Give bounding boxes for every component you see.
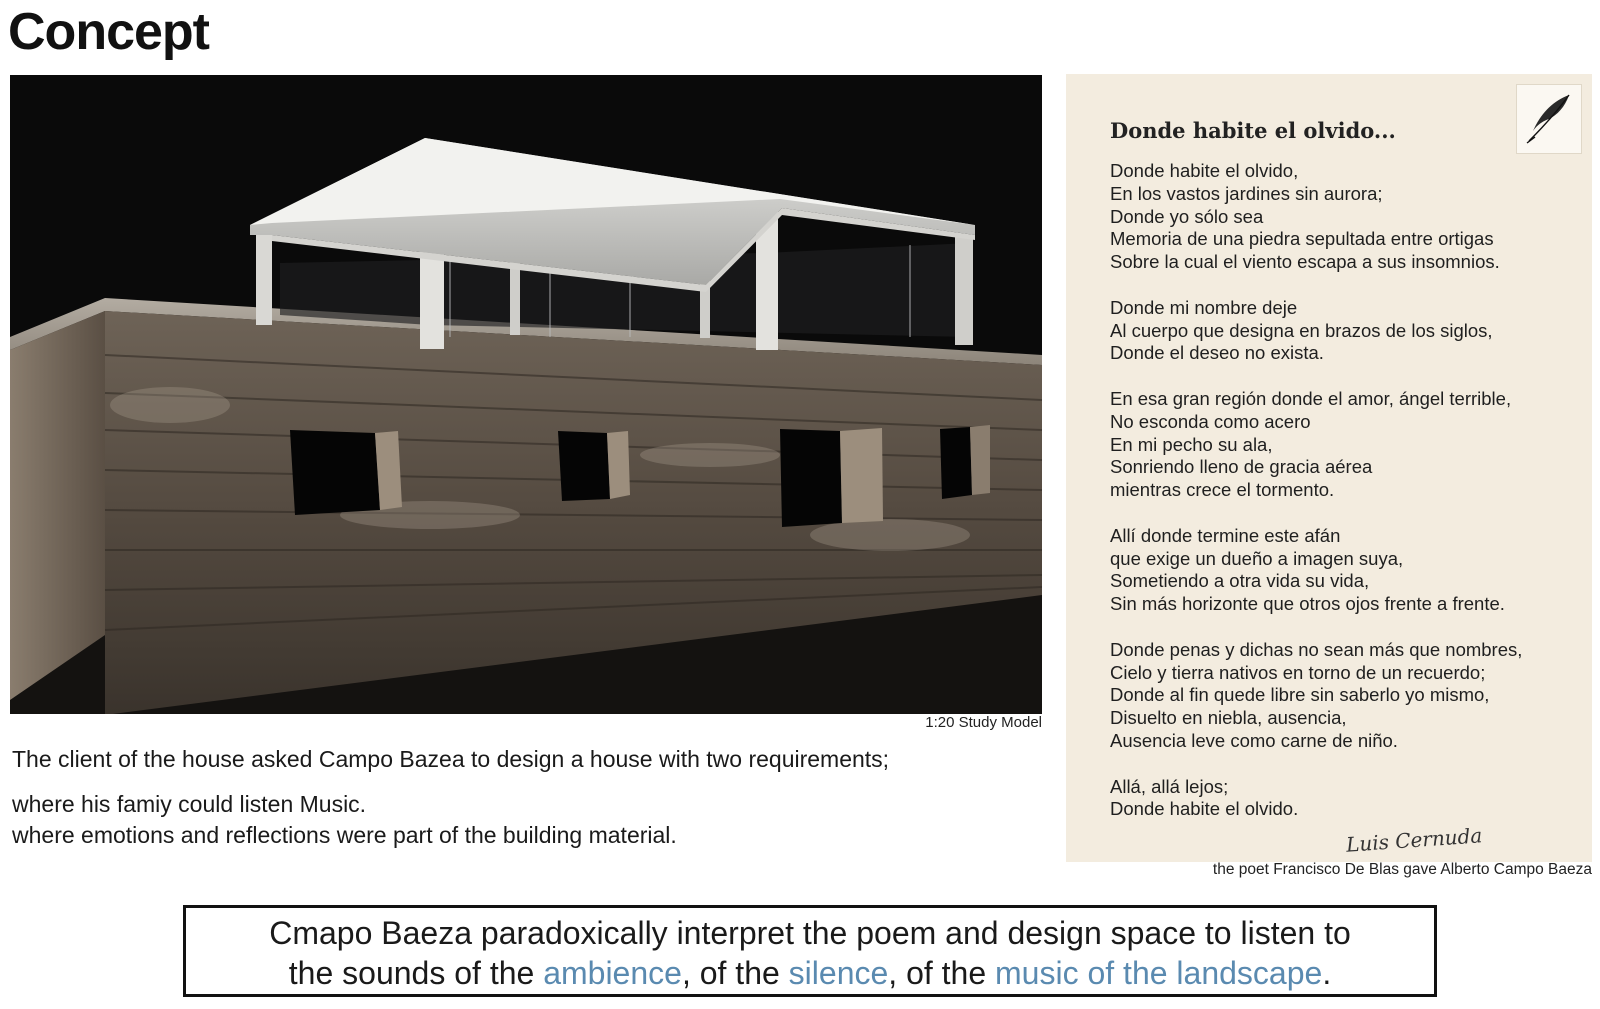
poem-line: Sin más horizonte que otros ojos frente a frente.: [1110, 593, 1505, 615]
study-model-photo: [10, 75, 1042, 714]
page-title: Concept: [8, 3, 209, 61]
poem-line: No esconda como acero: [1110, 410, 1311, 432]
poem-line: Donde habite el olvido,: [1110, 160, 1299, 181]
poem-line: Allí donde termine este afán: [1110, 524, 1341, 546]
poem-line: Disuelto en niebla, ausencia,: [1110, 707, 1347, 729]
poem-title: Donde habite el olvido...: [1110, 118, 1396, 143]
poem-line: Sobre la cual el viento escapa a sus insomnios.: [1110, 251, 1500, 273]
poem-stanza-3: [1110, 388, 1522, 502]
poem-body: [1110, 160, 1522, 844]
description-line-2: where his famiy could listen Music.: [12, 791, 367, 817]
poem-line: Donde yo sólo sea: [1110, 205, 1264, 227]
poem-stanza-2: [1110, 297, 1522, 365]
quote-text: .: [1322, 955, 1332, 991]
feather-quill-icon: [1516, 84, 1582, 154]
photo-caption: 1:20 Study Model: [925, 714, 1042, 731]
poem-line: Ausencia leve como carne de niño.: [1110, 729, 1398, 751]
highlight-ambience: ambience: [543, 955, 682, 991]
poem-line: Sometiendo a otra vida su vida,: [1110, 570, 1370, 592]
poem-stanza-4: [1110, 525, 1522, 616]
poem-stanza-5: [1110, 639, 1522, 753]
quote-text: the sounds of the: [288, 955, 544, 991]
poem-line: Cielo y tierra nativos en torno de un recuerdo;: [1110, 661, 1486, 683]
poem-line: Donde mi nombre deje: [1110, 296, 1298, 318]
poem-line: que exige un dueño a imagen suya,: [1110, 547, 1404, 569]
poem-line: Donde al fin quede libre sin saberlo yo mismo,: [1110, 684, 1490, 706]
poem-card: [1066, 74, 1592, 862]
poem-line: Memoria de una piedra sepultada entre ortigas: [1110, 228, 1494, 250]
concept-quote-box: [183, 905, 1437, 997]
poem-stanza-6: [1110, 776, 1522, 822]
poem-line: Sonriendo lleno de gracia aérea: [1110, 456, 1373, 478]
poem-line: En los vastos jardines sin aurora;: [1110, 182, 1383, 204]
poem-stanza-1: [1110, 160, 1522, 274]
poem-credit: the poet Francisco De Blas gave Alberto Campo Baeza: [1212, 861, 1592, 878]
description-line-1: The client of the house asked Campo Bazea to design a house with two requirements;: [12, 746, 890, 772]
poem-line: Donde el deseo no exista.: [1110, 342, 1324, 364]
quote-text: , of the: [888, 955, 996, 991]
quote-text: , of the: [681, 955, 789, 991]
poem-line: Al cuerpo que designa en brazos de los siglos,: [1110, 319, 1493, 341]
poem-line: En esa gran región donde el amor, ángel terrible,: [1110, 387, 1512, 409]
description-line-3: where emotions and reflections were part of the building material.: [12, 822, 677, 848]
poet-signature: Luis Cernuda: [1345, 823, 1484, 857]
quote-line-2: [186, 953, 1434, 993]
poem-line: Allá, allá lejos;: [1110, 775, 1229, 797]
poem-line: En mi pecho su ala,: [1110, 433, 1273, 455]
poem-line: mientras crece el tormento.: [1110, 479, 1335, 501]
poem-line: Donde penas y dichas no sean más que nombres,: [1110, 638, 1523, 660]
poem-line: Donde habite el olvido.: [1110, 798, 1299, 820]
highlight-silence: silence: [788, 955, 889, 991]
highlight-music-of-the-landscape: music of the landscape: [995, 955, 1323, 991]
quote-line-1: Cmapo Baeza paradoxically interpret the poem and design space to listen to: [269, 915, 1351, 951]
